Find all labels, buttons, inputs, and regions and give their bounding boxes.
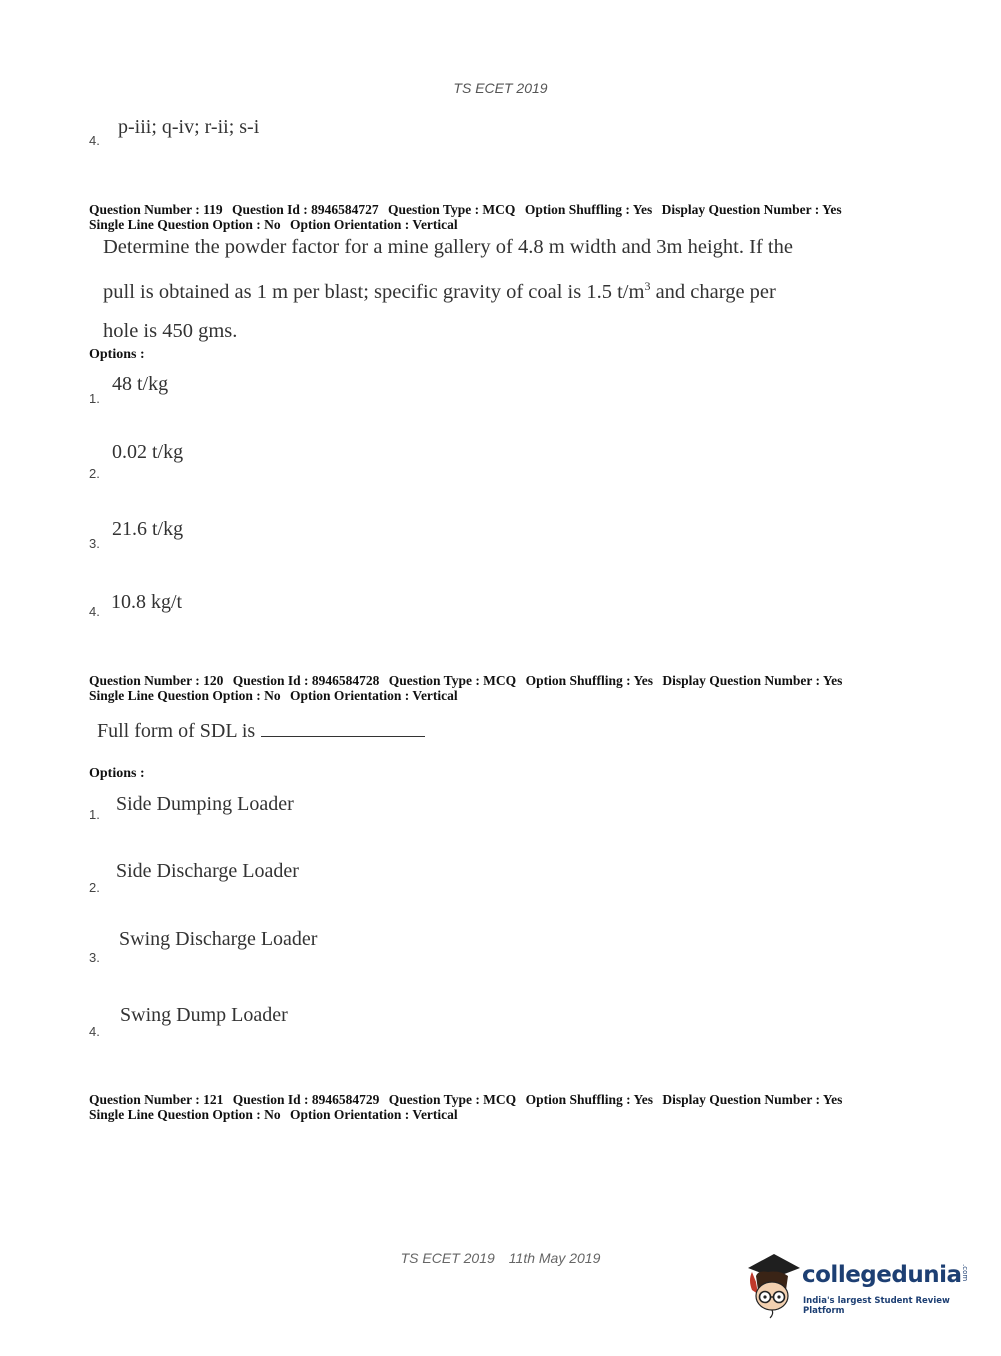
- meta-option-shuffling: Option Shuffling : Yes: [524, 202, 653, 217]
- meta-question-id: Question Id : 8946584729: [232, 1092, 380, 1107]
- question-line: Determine the powder factor for a mine gallery of 4.8 m width and 3m height. If the: [103, 236, 793, 258]
- meta-question-type: Question Type : MCQ: [388, 673, 517, 688]
- options-label: Options :: [89, 347, 145, 362]
- meta-question-type: Question Type : MCQ: [388, 202, 516, 217]
- option-number: 3.: [89, 536, 100, 551]
- meta-question-number: Question Number : 121: [89, 1092, 224, 1107]
- option-number: 4.: [89, 604, 100, 619]
- question-line-part: and charge per: [650, 280, 776, 303]
- meta-question-number: Question Number : 120: [89, 673, 224, 688]
- page-header-title: TS ECET 2019: [453, 80, 548, 96]
- logo-suffix: .com: [961, 1264, 969, 1282]
- meta-question-id: Question Id : 8946584727: [232, 202, 379, 217]
- meta-question-type: Question Type : MCQ: [388, 1092, 517, 1107]
- option-text[interactable]: 0.02 t/kg: [112, 441, 184, 463]
- option-text[interactable]: Side Dumping Loader: [116, 793, 294, 815]
- question-text: [97, 718, 425, 743]
- question-meta: [89, 1093, 848, 1122]
- option-number: 4.: [89, 133, 100, 148]
- question-meta-line-1: [89, 674, 848, 689]
- question-line: [103, 267, 893, 312]
- footer-date: 11th May 2019: [508, 1250, 601, 1266]
- meta-orientation: Option Orientation : Vertical: [290, 1106, 458, 1122]
- meta-question-number: Question Number : 119: [89, 202, 223, 217]
- superscript: 3: [644, 279, 651, 293]
- option-text[interactable]: Side Discharge Loader: [116, 860, 299, 882]
- option-number: 2.: [89, 880, 100, 895]
- option-text[interactable]: 10.8 kg/t: [111, 591, 183, 613]
- question-line: hole is 450 gms.: [103, 319, 238, 342]
- logo-tagline: India's largest Student Review Platform: [803, 1296, 950, 1316]
- meta-display-number: Display Question Number : Yes: [661, 202, 842, 217]
- meta-question-id: Question Id : 8946584728: [232, 673, 380, 688]
- question-meta-line-1: [89, 1093, 848, 1108]
- collegedunia-logo[interactable]: [742, 1250, 972, 1320]
- options-label: Options :: [89, 766, 145, 781]
- option-text: p-iii; q-iv; r-ii; s-i: [118, 116, 260, 138]
- option-number: 3.: [89, 950, 100, 965]
- option-number: 1.: [89, 391, 100, 406]
- meta-single-line: Single Line Question Option : No: [89, 687, 281, 703]
- logo-name: collegedunia: [802, 1262, 962, 1288]
- meta-display-number: Display Question Number : Yes: [662, 1092, 843, 1107]
- question-meta-line-2: [89, 1108, 848, 1123]
- question-meta-line-1: [89, 203, 848, 218]
- option-number: 2.: [89, 466, 100, 481]
- question-meta: [89, 674, 848, 703]
- question-meta-line-2: [89, 689, 848, 704]
- meta-option-shuffling: Option Shuffling : Yes: [525, 1092, 653, 1107]
- meta-option-shuffling: Option Shuffling : Yes: [525, 673, 653, 688]
- meta-single-line: Single Line Question Option : No: [89, 1106, 281, 1122]
- question-line-part: pull is obtained as 1 m per blast; specific gravity of coal is 1.5 t/m: [103, 280, 645, 303]
- option-number: 1.: [89, 807, 100, 822]
- meta-display-number: Display Question Number : Yes: [662, 673, 843, 688]
- meta-single-line: Single Line Question Option : No: [89, 216, 281, 232]
- meta-orientation: Option Orientation : Vertical: [290, 216, 458, 232]
- footer-exam: TS ECET 2019: [400, 1250, 495, 1266]
- question-line: Full form of SDL is: [97, 720, 256, 742]
- option-text[interactable]: Swing Dump Loader: [120, 1004, 288, 1026]
- option-text[interactable]: Swing Discharge Loader: [119, 928, 318, 950]
- answer-blank: [261, 718, 425, 737]
- option-text[interactable]: 21.6 t/kg: [112, 518, 184, 540]
- option-text[interactable]: 48 t/kg: [112, 373, 169, 395]
- meta-orientation: Option Orientation : Vertical: [290, 687, 458, 703]
- mascot-icon: [742, 1250, 802, 1320]
- question-text: [103, 228, 893, 351]
- option-number: 4.: [89, 1024, 100, 1039]
